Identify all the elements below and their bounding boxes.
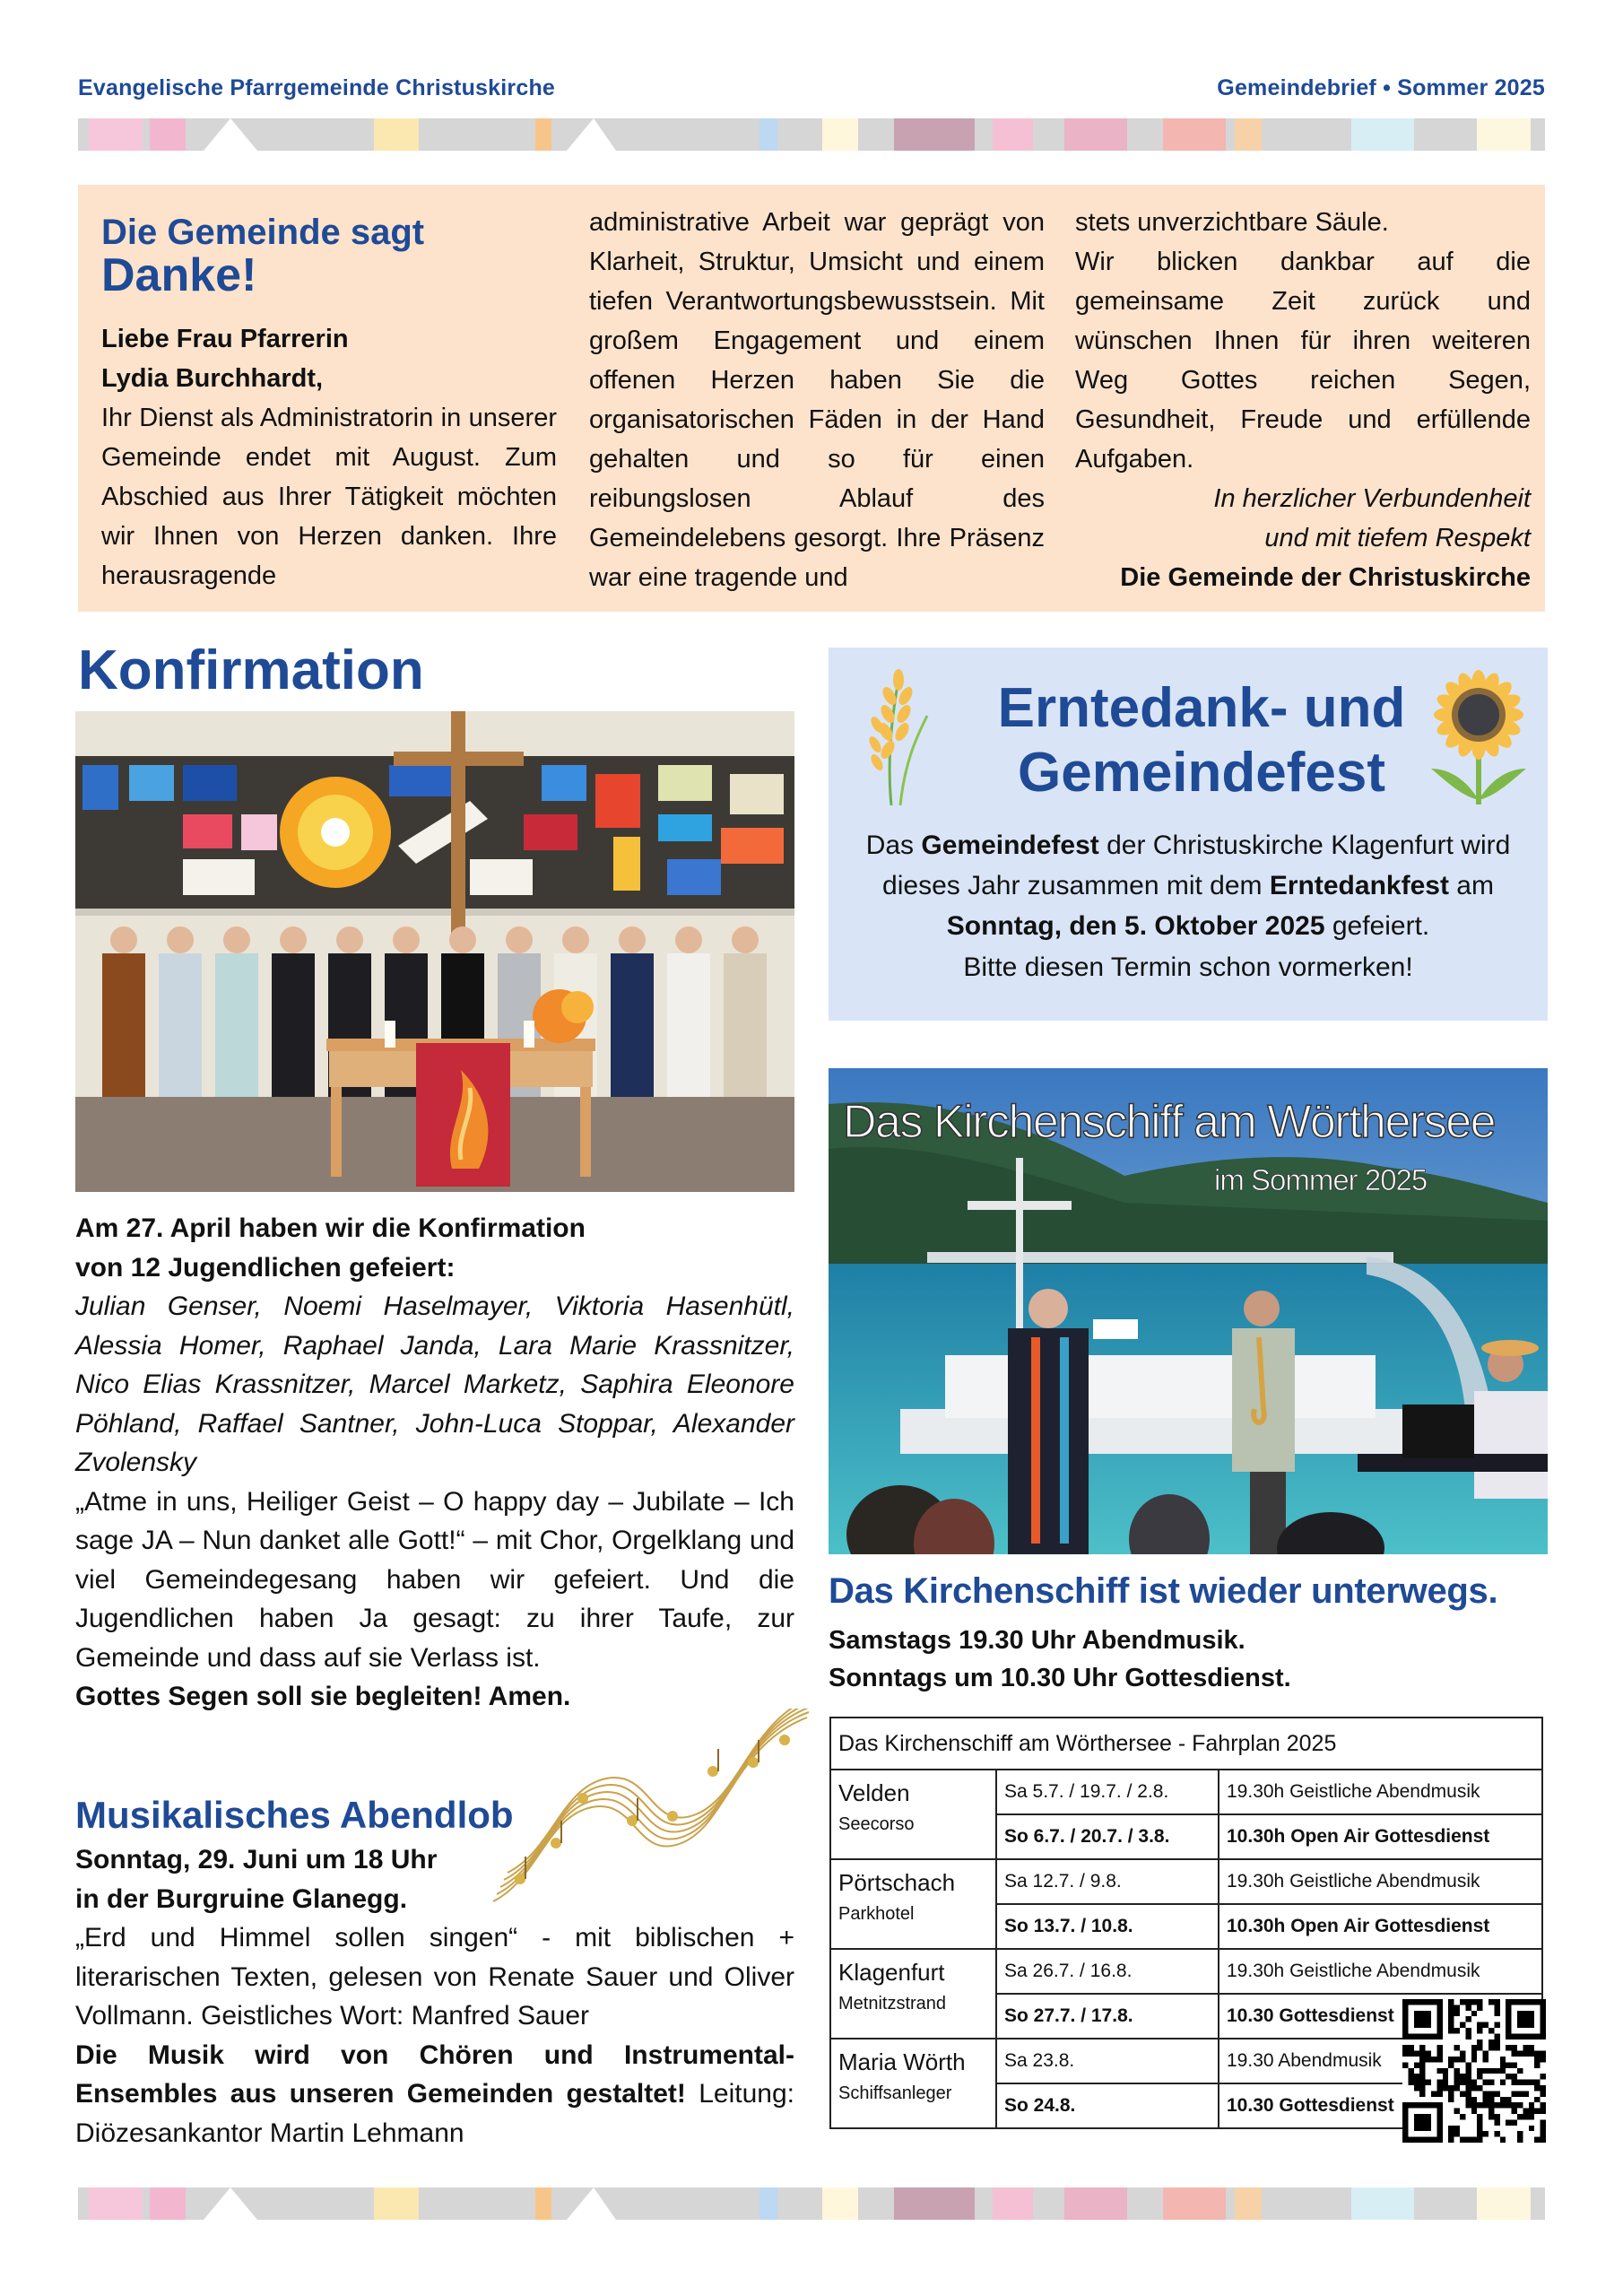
erntedank-title-line-1: Erntedank- und bbox=[997, 677, 1406, 739]
fahrplan-dates: So 24.8. bbox=[996, 2083, 1219, 2128]
thanks-paragraph-3a: stets unverzichtbare Säule. bbox=[1075, 208, 1389, 237]
abendlob-date: Sonntag, 29. Juni um 18 Uhr bbox=[75, 1845, 438, 1874]
person bbox=[667, 953, 710, 1110]
parish-name: Evangelische Pfarrgemeinde Christuskirche bbox=[78, 74, 556, 100]
kirchenschiff-photo bbox=[829, 1068, 1548, 1554]
fahrplan-dates: So 27.7. / 17.8. bbox=[996, 1994, 1219, 2039]
fahrplan-stop bbox=[830, 1859, 996, 1949]
fahrplan-event: 10.30h Open Air Gottesdienst bbox=[1219, 1904, 1542, 1949]
fahrplan-dates: Sa 26.7. / 16.8. bbox=[996, 1949, 1219, 1994]
stop-location: Schiffsanleger bbox=[838, 2083, 952, 2103]
fahrplan-dates: Sa 12.7. / 9.8. bbox=[996, 1859, 1219, 1904]
person bbox=[272, 953, 315, 1110]
abendlob-location: in der Burgruine Glanegg. bbox=[75, 1883, 408, 1914]
erntedank-text bbox=[855, 825, 1521, 946]
stop-location: Metnitzstrand bbox=[838, 1994, 947, 2013]
erntedank-text-part: Das bbox=[865, 831, 922, 860]
abendlob-music-bold: Die Musik wird von Chören und Instrumental-Ensembles aus unseren Gemeinden gestaltet! bbox=[75, 2039, 794, 2109]
fahrplan-title: Das Kirchenschiff am Wörthersee - Fahrplan 2025 bbox=[830, 1718, 1542, 1770]
erntedank-gemeindefest: Gemeindefest bbox=[921, 831, 1099, 860]
erntedank-box bbox=[829, 648, 1548, 1021]
person-head bbox=[506, 926, 533, 953]
greeting-line: Liebe Frau Pfarrerin bbox=[101, 325, 349, 353]
closing-line-1: In herzlicher Verbundenheit bbox=[1213, 484, 1531, 513]
stop-location: Parkhotel bbox=[838, 1904, 915, 1924]
abendlob-leader: Leitung: Diözesankantor Martin Lehmann bbox=[75, 2079, 794, 2148]
fahrplan-row bbox=[830, 1859, 1542, 1904]
thanks-box bbox=[78, 185, 1545, 612]
kirchenschiff-image-subtitle: im Sommer 2025 bbox=[1214, 1163, 1428, 1196]
thanks-column-3 bbox=[1075, 203, 1531, 597]
kirchenschiff-image-title: Das Kirchenschiff am Wörthersee bbox=[843, 1096, 1496, 1148]
person bbox=[102, 953, 145, 1110]
stop-name: Klagenfurt bbox=[838, 1959, 945, 1986]
kirchenschiff-times bbox=[829, 1622, 1291, 1697]
confirmand-names: Julian Genser, Noemi Haselmayer, Viktoria Hasenhütl, Alessia Homer, Raphael Janda, Lara Marie Krassnitzer, Nico Elias Krassnitzer, Marcel Marketz, Saphira Eleonore Pöhland, Raffael Santner, John-Luca Stoppar, Alexander Zvolensky bbox=[75, 1292, 794, 1477]
page-header bbox=[78, 72, 1545, 104]
stained-glass-band-bottom bbox=[78, 2187, 1545, 2220]
erntedank-text-part: gefeiert. bbox=[1324, 911, 1430, 941]
saturday-time: Samstags 19.30 Uhr Abendmusik. bbox=[829, 1626, 1245, 1655]
konfirmation-title: Konfirmation bbox=[78, 639, 424, 701]
kirchenschiff-headline: Das Kirchenschiff ist wieder unterwegs. bbox=[829, 1571, 1498, 1611]
thanks-title-danke: Danke! bbox=[101, 249, 257, 301]
stained-glass-band-top bbox=[78, 118, 1545, 151]
stop-name: Velden bbox=[838, 1779, 910, 1806]
stop-name: Pörtschach bbox=[838, 1869, 956, 1896]
fahrplan-event: 10.30 Gottesdienst bbox=[1219, 2083, 1542, 2128]
confirmation-group-photo-illustration bbox=[75, 711, 794, 1192]
thanks-paragraph-1: Ihr Dienst als Administratorin in unserer Gemeinde endet mit August. Zum Abschied aus Ihrer Tätigkeit möchten wir Ihnen von Herzen danken. Ihre herausragende bbox=[101, 404, 557, 590]
person-head bbox=[280, 926, 307, 953]
thanks-paragraph-3b: Wir blicken dankbar auf die gemeinsame Zeit zurück und wünschen Ihnen für ihren weiteren Weg Gottes reichen Segen, Gesundheit, Freude und erfüllende Aufgaben. bbox=[1075, 248, 1531, 474]
fahrplan-stop bbox=[830, 1770, 996, 1859]
greeting bbox=[101, 319, 557, 398]
person bbox=[215, 953, 258, 1110]
fahrplan-event: 19.30 Abendmusik bbox=[1219, 2039, 1542, 2083]
fahrplan-dates: So 13.7. / 10.8. bbox=[996, 1904, 1219, 1949]
fahrplan-event: 19.30h Geistliche Abendmusik bbox=[1219, 1949, 1542, 1994]
fahrplan-stop bbox=[830, 1949, 996, 2039]
fahrplan-dates: Sa 5.7. / 19.7. / 2.8. bbox=[996, 1770, 1219, 1814]
fahrplan-event: 10.30 Gottesdienst bbox=[1219, 1994, 1542, 2039]
abendlob-text bbox=[75, 1840, 794, 2152]
erntedank-title-line-2: Gemeindefest bbox=[1017, 742, 1386, 804]
person-head bbox=[336, 926, 363, 953]
fahrplan-dates: So 6.7. / 20.7. / 3.8. bbox=[996, 1814, 1219, 1859]
signature: Die Gemeinde der Christuskirche bbox=[1120, 563, 1531, 592]
person bbox=[611, 953, 654, 1110]
qr-code[interactable] bbox=[1402, 1999, 1546, 2143]
fahrplan-stop bbox=[830, 2039, 996, 2128]
person-head bbox=[223, 926, 250, 953]
abendlob-title: Musikalisches Abendlob bbox=[75, 1794, 514, 1836]
person-head bbox=[167, 926, 194, 953]
fahrplan-row bbox=[830, 1770, 1542, 1814]
thanks-column-2 bbox=[589, 203, 1045, 597]
person-head bbox=[110, 926, 137, 953]
person bbox=[724, 953, 767, 1110]
konfirmation-blessing: Gottes Segen soll sie begleiten! Amen. bbox=[75, 1682, 571, 1711]
konfirmation-intro-2: von 12 Jugendlichen gefeiert: bbox=[75, 1252, 456, 1283]
stop-name: Maria Wörth bbox=[838, 2048, 966, 2075]
greeting-name: Lydia Burchhardt, bbox=[101, 364, 324, 393]
fahrplan-event: 19.30h Geistliche Abendmusik bbox=[1219, 1770, 1542, 1814]
sunday-time: Sonntags um 10.30 Uhr Gottesdienst. bbox=[829, 1664, 1291, 1692]
konfirmation-text bbox=[75, 1209, 794, 1717]
konfirmation-photo bbox=[75, 711, 794, 1192]
fahrplan-row bbox=[830, 1949, 1542, 1994]
erntedank-erntedankfest: Erntedankfest bbox=[1269, 871, 1449, 900]
closing-line-2: und mit tiefem Respekt bbox=[1264, 524, 1531, 552]
erntedank-note: Bitte diesen Termin schon vormerken! bbox=[963, 952, 1413, 982]
konfirmation-body: „Atme in uns, Heiliger Geist – O happy day – Jubilate – Ich sage JA – Nun danket alle Gott!“ – mit Chor, Orgelklang und viel Gemeindegesang haben wir gefeiert. Und die Jugendlichen haben Ja gesagt: zu ihrer Taufe, zur Gemeinde und dass auf sie Verlass ist. bbox=[75, 1486, 794, 1673]
erntedank-text-part: der Christuskirche Klagenfurt wird dieses Jahr zusammen mit dem bbox=[882, 831, 1511, 900]
abendlob-music-note bbox=[75, 2036, 794, 2153]
person-head bbox=[619, 926, 646, 953]
person-head bbox=[732, 926, 759, 953]
konfirmation-intro-1: Am 27. April haben wir die Konfirmation bbox=[75, 1213, 586, 1243]
fahrplan-event: 10.30h Open Air Gottesdienst bbox=[1219, 1814, 1542, 1859]
erntedank-text-part: am bbox=[1448, 871, 1494, 900]
fahrplan-dates: Sa 23.8. bbox=[996, 2039, 1219, 2083]
person-head bbox=[449, 926, 476, 953]
thanks-title: Die Gemeinde sagt bbox=[101, 213, 425, 252]
person-head bbox=[675, 926, 702, 953]
person-head bbox=[562, 926, 589, 953]
stop-location: Seecorso bbox=[838, 1814, 915, 1834]
sunflower-icon bbox=[1429, 670, 1528, 804]
person bbox=[159, 953, 202, 1110]
person-head bbox=[393, 926, 420, 953]
fahrplan-event: 19.30h Geistliche Abendmusik bbox=[1219, 1859, 1542, 1904]
abendlob-body: „Erd und Himmel sollen singen“ - mit biblischen + literarischen Texten, gelesen von Renate Sauer und Oliver Vollmann. Geistliches Wort: Manfred Sauer bbox=[75, 1923, 794, 2031]
issue-label: Gemeindebrief • Sommer 2025 bbox=[1217, 74, 1545, 100]
thanks-column-1 bbox=[101, 203, 557, 596]
thanks-paragraph-2: administrative Arbeit war geprägt von Klarheit, Struktur, Umsicht und einem tiefen Verantwortungsbewusstsein. Mit großem Engagement und einem offenen Herzen haben Sie die organisatorischen Fäden in der Hand gehalten und so für einen reibungslosen Ablauf des Gemeindelebens gesorgt. Ihre Präsenz war eine tragende und bbox=[589, 208, 1045, 592]
erntedank-date: Sonntag, den 5. Oktober 2025 bbox=[946, 911, 1325, 941]
